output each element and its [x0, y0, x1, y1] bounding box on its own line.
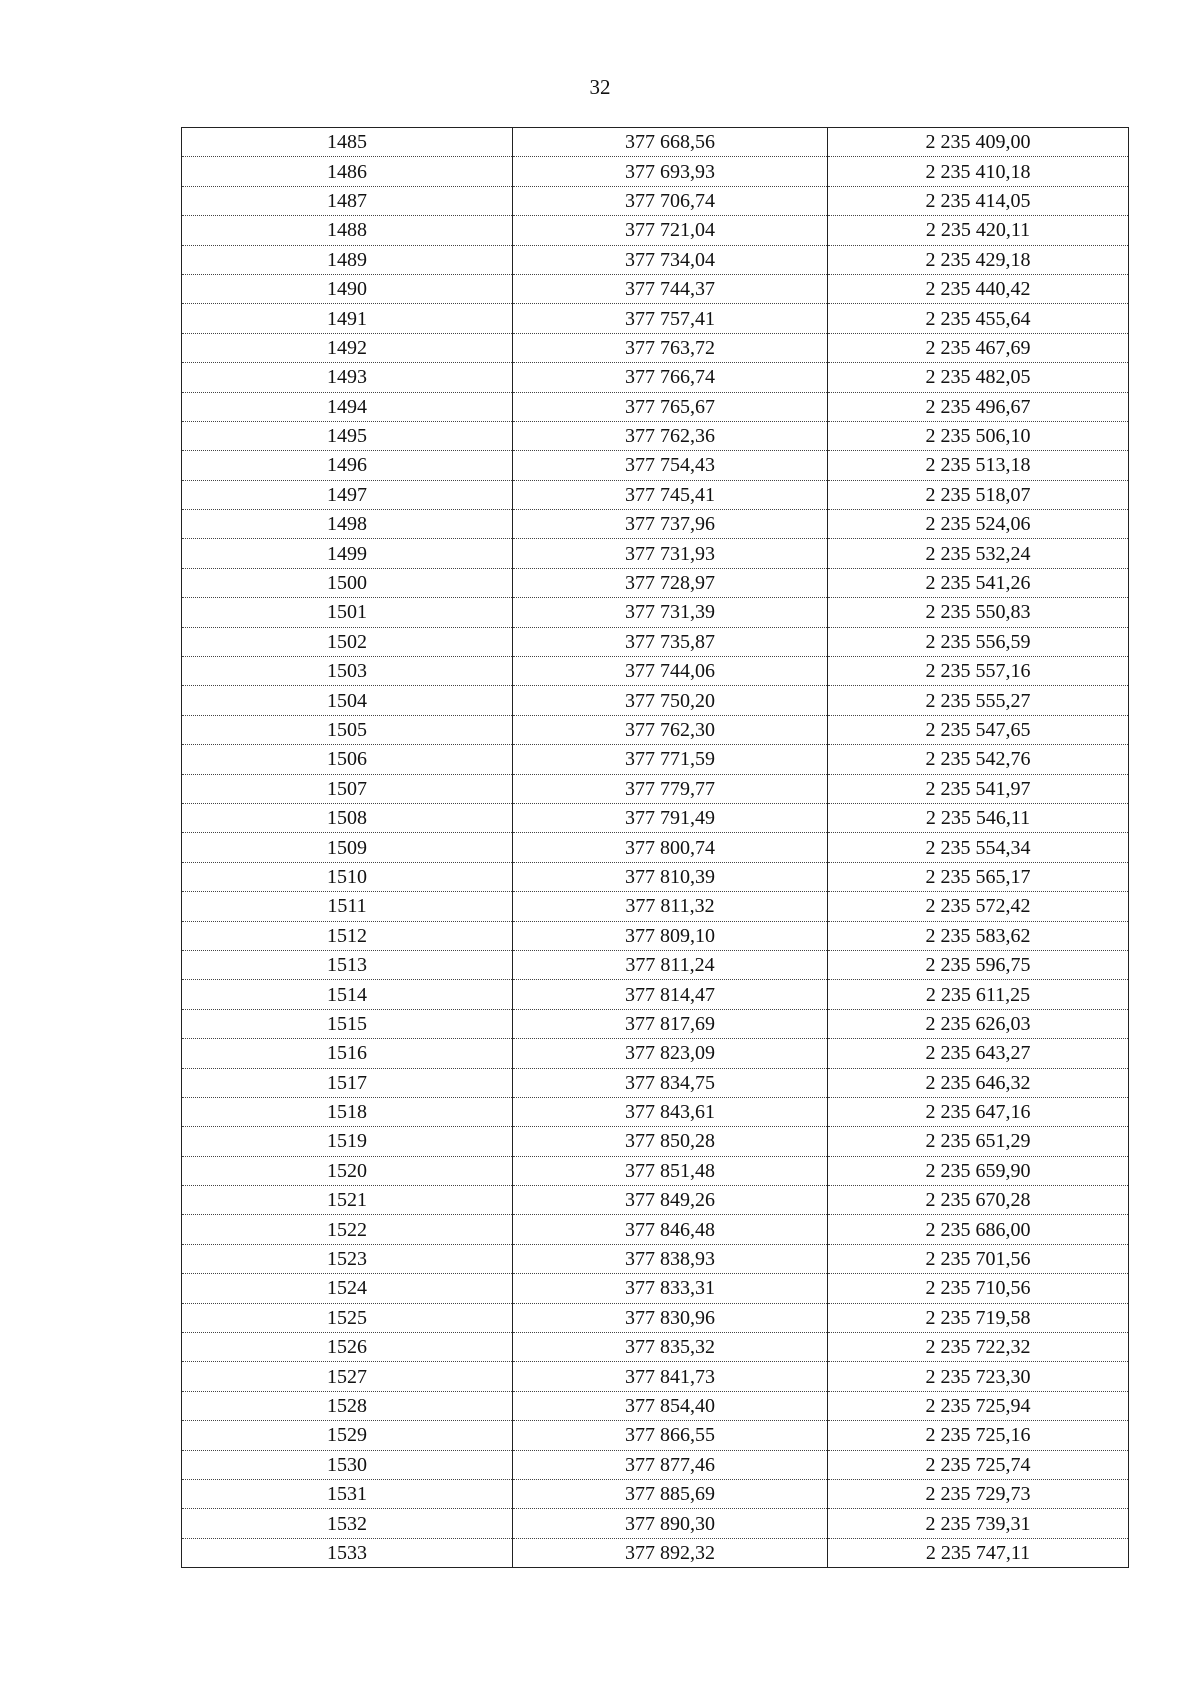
point-number-cell: 1485	[182, 128, 513, 157]
y-coordinate-cell: 2 235 467,69	[828, 333, 1129, 362]
y-coordinate-cell: 2 235 747,11	[828, 1538, 1129, 1567]
y-coordinate-cell: 2 235 506,10	[828, 421, 1129, 450]
x-coordinate-cell: 377 728,97	[513, 568, 828, 597]
point-number-cell: 1493	[182, 363, 513, 392]
y-coordinate-cell: 2 235 725,94	[828, 1391, 1129, 1420]
y-coordinate-cell: 2 235 723,30	[828, 1362, 1129, 1391]
y-coordinate-cell: 2 235 725,16	[828, 1421, 1129, 1450]
y-coordinate-cell: 2 235 670,28	[828, 1186, 1129, 1215]
table-row	[182, 774, 1129, 803]
y-coordinate-cell: 2 235 659,90	[828, 1156, 1129, 1185]
table-row	[182, 128, 1129, 157]
x-coordinate-cell: 377 762,30	[513, 715, 828, 744]
point-number-cell: 1518	[182, 1097, 513, 1126]
y-coordinate-cell: 2 235 729,73	[828, 1479, 1129, 1508]
y-coordinate-cell: 2 235 524,06	[828, 510, 1129, 539]
y-coordinate-cell: 2 235 541,97	[828, 774, 1129, 803]
table-row	[182, 245, 1129, 274]
point-number-cell: 1497	[182, 480, 513, 509]
point-number-cell: 1503	[182, 657, 513, 686]
y-coordinate-cell: 2 235 532,24	[828, 539, 1129, 568]
table-row	[182, 1127, 1129, 1156]
x-coordinate-cell: 377 737,96	[513, 510, 828, 539]
x-coordinate-cell: 377 814,47	[513, 980, 828, 1009]
x-coordinate-cell: 377 811,24	[513, 950, 828, 979]
point-number-cell: 1491	[182, 304, 513, 333]
point-number-cell: 1487	[182, 186, 513, 215]
y-coordinate-cell: 2 235 596,75	[828, 950, 1129, 979]
table-row	[182, 1391, 1129, 1420]
y-coordinate-cell: 2 235 542,76	[828, 745, 1129, 774]
point-number-cell: 1509	[182, 833, 513, 862]
table-row	[182, 216, 1129, 245]
x-coordinate-cell: 377 841,73	[513, 1362, 828, 1391]
x-coordinate-cell: 377 846,48	[513, 1215, 828, 1244]
point-number-cell: 1525	[182, 1303, 513, 1332]
x-coordinate-cell: 377 744,37	[513, 274, 828, 303]
point-number-cell: 1523	[182, 1244, 513, 1273]
point-number-cell: 1501	[182, 598, 513, 627]
x-coordinate-cell: 377 890,30	[513, 1509, 828, 1538]
point-number-cell: 1514	[182, 980, 513, 1009]
y-coordinate-cell: 2 235 626,03	[828, 1009, 1129, 1038]
point-number-cell: 1532	[182, 1509, 513, 1538]
y-coordinate-cell: 2 235 547,65	[828, 715, 1129, 744]
point-number-cell: 1520	[182, 1156, 513, 1185]
page-number: 32	[589, 75, 611, 99]
x-coordinate-cell: 377 885,69	[513, 1479, 828, 1508]
coordinates-table-body	[182, 128, 1129, 1568]
table-row	[182, 510, 1129, 539]
point-number-cell: 1517	[182, 1068, 513, 1097]
x-coordinate-cell: 377 830,96	[513, 1303, 828, 1332]
point-number-cell: 1528	[182, 1391, 513, 1420]
y-coordinate-cell: 2 235 719,58	[828, 1303, 1129, 1332]
x-coordinate-cell: 377 838,93	[513, 1244, 828, 1273]
point-number-cell: 1521	[182, 1186, 513, 1215]
table-row	[182, 1421, 1129, 1450]
point-number-cell: 1529	[182, 1421, 513, 1450]
y-coordinate-cell: 2 235 646,32	[828, 1068, 1129, 1097]
table-row	[182, 1450, 1129, 1479]
y-coordinate-cell: 2 235 429,18	[828, 245, 1129, 274]
table-row	[182, 451, 1129, 480]
point-number-cell: 1533	[182, 1538, 513, 1567]
x-coordinate-cell: 377 800,74	[513, 833, 828, 862]
y-coordinate-cell: 2 235 554,34	[828, 833, 1129, 862]
y-coordinate-cell: 2 235 583,62	[828, 921, 1129, 950]
table-row	[182, 1039, 1129, 1068]
x-coordinate-cell: 377 765,67	[513, 392, 828, 421]
y-coordinate-cell: 2 235 409,00	[828, 128, 1129, 157]
point-number-cell: 1522	[182, 1215, 513, 1244]
y-coordinate-cell: 2 235 482,05	[828, 363, 1129, 392]
x-coordinate-cell: 377 817,69	[513, 1009, 828, 1038]
table-row	[182, 363, 1129, 392]
point-number-cell: 1527	[182, 1362, 513, 1391]
point-number-cell: 1490	[182, 274, 513, 303]
x-coordinate-cell: 377 762,36	[513, 421, 828, 450]
x-coordinate-cell: 377 811,32	[513, 892, 828, 921]
y-coordinate-cell: 2 235 725,74	[828, 1450, 1129, 1479]
table-row	[182, 539, 1129, 568]
x-coordinate-cell: 377 757,41	[513, 304, 828, 333]
point-number-cell: 1507	[182, 774, 513, 803]
point-number-cell: 1495	[182, 421, 513, 450]
point-number-cell: 1494	[182, 392, 513, 421]
x-coordinate-cell: 377 810,39	[513, 862, 828, 891]
y-coordinate-cell: 2 235 611,25	[828, 980, 1129, 1009]
y-coordinate-cell: 2 235 541,26	[828, 568, 1129, 597]
point-number-cell: 1512	[182, 921, 513, 950]
x-coordinate-cell: 377 866,55	[513, 1421, 828, 1450]
y-coordinate-cell: 2 235 701,56	[828, 1244, 1129, 1273]
y-coordinate-cell: 2 235 420,11	[828, 216, 1129, 245]
x-coordinate-cell: 377 744,06	[513, 657, 828, 686]
point-number-cell: 1524	[182, 1274, 513, 1303]
table-row	[182, 686, 1129, 715]
table-row	[182, 186, 1129, 215]
x-coordinate-cell: 377 706,74	[513, 186, 828, 215]
table-row	[182, 304, 1129, 333]
table-row	[182, 627, 1129, 656]
y-coordinate-cell: 2 235 513,18	[828, 451, 1129, 480]
table-row	[182, 392, 1129, 421]
point-number-cell: 1508	[182, 803, 513, 832]
x-coordinate-cell: 377 835,32	[513, 1333, 828, 1362]
point-number-cell: 1496	[182, 451, 513, 480]
x-coordinate-cell: 377 721,04	[513, 216, 828, 245]
x-coordinate-cell: 377 843,61	[513, 1097, 828, 1126]
point-number-cell: 1515	[182, 1009, 513, 1038]
point-number-cell: 1498	[182, 510, 513, 539]
y-coordinate-cell: 2 235 410,18	[828, 157, 1129, 186]
point-number-cell: 1526	[182, 1333, 513, 1362]
table-row	[182, 833, 1129, 862]
table-row	[182, 980, 1129, 1009]
point-number-cell: 1516	[182, 1039, 513, 1068]
x-coordinate-cell: 377 734,04	[513, 245, 828, 274]
table-row	[182, 480, 1129, 509]
point-number-cell: 1506	[182, 745, 513, 774]
coordinates-table	[181, 127, 1129, 1568]
table-row	[182, 1156, 1129, 1185]
y-coordinate-cell: 2 235 546,11	[828, 803, 1129, 832]
table-row	[182, 1333, 1129, 1362]
table-row	[182, 921, 1129, 950]
table-row	[182, 1362, 1129, 1391]
table-row	[182, 568, 1129, 597]
point-number-cell: 1486	[182, 157, 513, 186]
x-coordinate-cell: 377 668,56	[513, 128, 828, 157]
y-coordinate-cell: 2 235 710,56	[828, 1274, 1129, 1303]
x-coordinate-cell: 377 766,74	[513, 363, 828, 392]
y-coordinate-cell: 2 235 557,16	[828, 657, 1129, 686]
x-coordinate-cell: 377 809,10	[513, 921, 828, 950]
y-coordinate-cell: 2 235 518,07	[828, 480, 1129, 509]
x-coordinate-cell: 377 731,39	[513, 598, 828, 627]
point-number-cell: 1488	[182, 216, 513, 245]
point-number-cell: 1492	[182, 333, 513, 362]
point-number-cell: 1499	[182, 539, 513, 568]
table-row	[182, 274, 1129, 303]
y-coordinate-cell: 2 235 647,16	[828, 1097, 1129, 1126]
table-row	[182, 1479, 1129, 1508]
x-coordinate-cell: 377 850,28	[513, 1127, 828, 1156]
table-row	[182, 803, 1129, 832]
y-coordinate-cell: 2 235 651,29	[828, 1127, 1129, 1156]
table-row	[182, 1009, 1129, 1038]
y-coordinate-cell: 2 235 550,83	[828, 598, 1129, 627]
x-coordinate-cell: 377 693,93	[513, 157, 828, 186]
table-row	[182, 862, 1129, 891]
x-coordinate-cell: 377 771,59	[513, 745, 828, 774]
x-coordinate-cell: 377 851,48	[513, 1156, 828, 1185]
table-row	[182, 892, 1129, 921]
x-coordinate-cell: 377 791,49	[513, 803, 828, 832]
x-coordinate-cell: 377 745,41	[513, 480, 828, 509]
point-number-cell: 1510	[182, 862, 513, 891]
point-number-cell: 1505	[182, 715, 513, 744]
x-coordinate-cell: 377 834,75	[513, 1068, 828, 1097]
point-number-cell: 1511	[182, 892, 513, 921]
table-row	[182, 950, 1129, 979]
table-row	[182, 598, 1129, 627]
table-row	[182, 1244, 1129, 1273]
x-coordinate-cell: 377 731,93	[513, 539, 828, 568]
y-coordinate-cell: 2 235 572,42	[828, 892, 1129, 921]
y-coordinate-cell: 2 235 686,00	[828, 1215, 1129, 1244]
table-row	[182, 1538, 1129, 1567]
y-coordinate-cell: 2 235 440,42	[828, 274, 1129, 303]
table-row	[182, 657, 1129, 686]
x-coordinate-cell: 377 833,31	[513, 1274, 828, 1303]
x-coordinate-cell: 377 750,20	[513, 686, 828, 715]
y-coordinate-cell: 2 235 739,31	[828, 1509, 1129, 1538]
point-number-cell: 1530	[182, 1450, 513, 1479]
table-row	[182, 715, 1129, 744]
x-coordinate-cell: 377 854,40	[513, 1391, 828, 1420]
y-coordinate-cell: 2 235 643,27	[828, 1039, 1129, 1068]
table-row	[182, 333, 1129, 362]
table-row	[182, 745, 1129, 774]
table-row	[182, 421, 1129, 450]
y-coordinate-cell: 2 235 722,32	[828, 1333, 1129, 1362]
point-number-cell: 1531	[182, 1479, 513, 1508]
x-coordinate-cell: 377 877,46	[513, 1450, 828, 1479]
table-row	[182, 1274, 1129, 1303]
table-row	[182, 1068, 1129, 1097]
table-row	[182, 157, 1129, 186]
x-coordinate-cell: 377 849,26	[513, 1186, 828, 1215]
point-number-cell: 1502	[182, 627, 513, 656]
y-coordinate-cell: 2 235 455,64	[828, 304, 1129, 333]
x-coordinate-cell: 377 754,43	[513, 451, 828, 480]
x-coordinate-cell: 377 763,72	[513, 333, 828, 362]
point-number-cell: 1519	[182, 1127, 513, 1156]
table-row	[182, 1215, 1129, 1244]
y-coordinate-cell: 2 235 565,17	[828, 862, 1129, 891]
table-row	[182, 1303, 1129, 1332]
x-coordinate-cell: 377 735,87	[513, 627, 828, 656]
table-row	[182, 1097, 1129, 1126]
table-row	[182, 1186, 1129, 1215]
point-number-cell: 1504	[182, 686, 513, 715]
x-coordinate-cell: 377 892,32	[513, 1538, 828, 1567]
y-coordinate-cell: 2 235 555,27	[828, 686, 1129, 715]
point-number-cell: 1500	[182, 568, 513, 597]
y-coordinate-cell: 2 235 496,67	[828, 392, 1129, 421]
x-coordinate-cell: 377 823,09	[513, 1039, 828, 1068]
point-number-cell: 1513	[182, 950, 513, 979]
x-coordinate-cell: 377 779,77	[513, 774, 828, 803]
point-number-cell: 1489	[182, 245, 513, 274]
y-coordinate-cell: 2 235 414,05	[828, 186, 1129, 215]
y-coordinate-cell: 2 235 556,59	[828, 627, 1129, 656]
table-row	[182, 1509, 1129, 1538]
